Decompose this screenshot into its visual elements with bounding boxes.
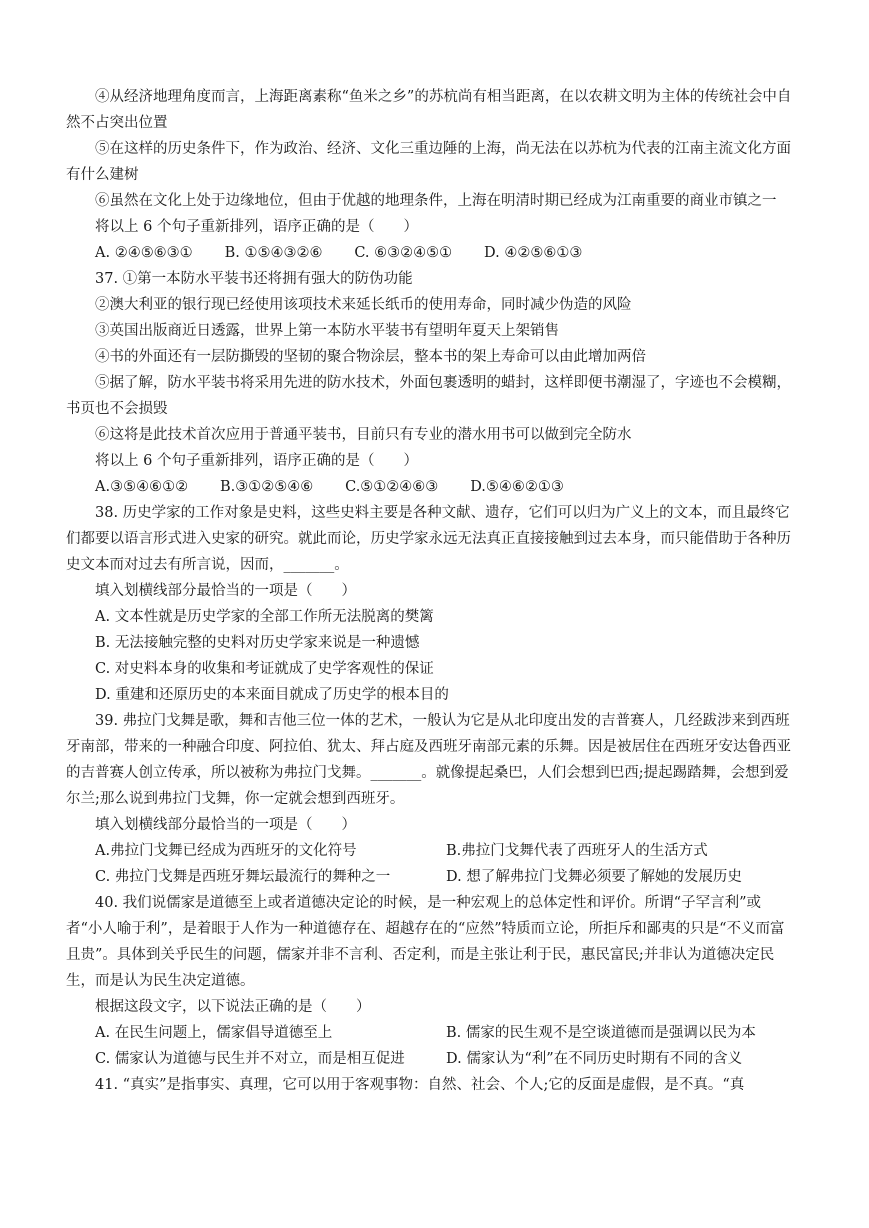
q37-option-d: D.⑤④⑥②①③ — [470, 479, 564, 495]
q40-option-b: B. 儒家的民生观不是空谈道德而是强调以民为本 — [446, 1025, 756, 1041]
q37-sentence-3: ③英国出版商近日透露，世界上第一本防水平装书有望明年夏天上架销售 — [95, 323, 559, 339]
q37-sentence-4: ④书的外面还有一层防撕毁的坚韧的聚合物涂层，整本书的架上寿命可以由此增加两倍 — [95, 349, 646, 365]
q39-options-row-1 — [66, 838, 797, 864]
q37-prompt: 将以上 6 个句子重新排列，语序正确的是（ ） — [95, 453, 418, 469]
q36-prompt: 将以上 6 个句子重新排列，语序正确的是（ ） — [95, 219, 418, 235]
q39-option-c: C. 弗拉门戈舞是西班牙舞坛最流行的舞种之一 — [95, 869, 391, 885]
q40-options-row-1 — [66, 1020, 797, 1046]
q36-sentence-6: ⑥虽然在文化上处于边缘地位，但由于优越的地理条件，上海在明清时期已经成为江南重要的商业市镇之一 — [95, 193, 777, 209]
q37-sentence-5: ⑤据了解，防水平装书将采用先进的防水技术，外面包裹透明的蜡封，这样即便书潮湿了，字迹也不会模糊，书页也不会损毁 — [66, 375, 791, 417]
q37-options — [66, 474, 797, 500]
q38-option-a: A. 文本性就是历史学家的全部工作所无法脱离的樊篱 — [95, 609, 434, 625]
q37-sentence-2: ②澳大利亚的银行现已经使用该项技术来延长纸币的使用寿命，同时减少伪造的风险 — [95, 297, 632, 313]
q40-stem: 40. 我们说儒家是道德至上或者道德决定论的时候，是一种宏观上的总体定性和评价。所谓“子罕言利”或者“小人喻于利”，是着眼于人作为一种道德存在、超越存在的“应然”特质而立论，所拒斥和鄙夷的只是“不义而富且贵”。具体到关乎民生的问题，儒家并非不言利、否定利，而是主张让利于民，惠民富民;并非认为道德决定民生，而是认为民生决定道德。 — [66, 895, 785, 989]
q36-option-b: B. ①⑤④③②⑥ — [224, 245, 323, 261]
q39-stem: 39. 弗拉门戈舞是歌，舞和吉他三位一体的艺术，一般认为它是从北印度出发的吉普赛人，几经跋涉来到西班牙南部，带来的一种融合印度、阿拉伯、犹太、拜占庭及西班牙南部元素的乐舞。因是被居住在西班牙安达鲁西亚的吉普赛人创立传承，所以被称为弗拉门戈舞。_______。就像提起桑巴，人们会想到巴西;提起踢踏舞，会想到爱尔兰;那么说到弗拉门戈舞，你一定就会想到西班牙。 — [66, 713, 791, 807]
q38-stem: 38. 历史学家的工作对象是史料，这些史料主要是各种文献、遗存，它们可以归为广义上的文本，而且最终它们都要以语言形式进入史家的研究。就此而论，历史学家永远无法真正直接接触到过去本身，而只能借助于各种历史文本而对过去有所言说，因而，_______。 — [66, 505, 791, 573]
q38-option-d: D. 重建和还原历史的本来面目就成了历史学的根本目的 — [95, 687, 449, 703]
q37-sentence-6: ⑥这将是此技术首次应用于普通平装书，目前只有专业的潜水用书可以做到完全防水 — [95, 427, 632, 443]
q36-option-d: D. ④②⑤⑥①③ — [484, 245, 583, 261]
q36-sentence-4: ④从经济地理角度而言，上海距离素称“鱼米之乡”的苏杭尚有相当距离，在以农耕文明为主体的传统社会中自然不占突出位置 — [66, 89, 792, 131]
q40-options-row-2 — [66, 1046, 797, 1072]
q38-prompt: 填入划横线部分最恰当的一项是（ ） — [95, 583, 356, 599]
q37-option-a: A.③⑤④⑥①② — [95, 479, 189, 495]
q39-options-row-2 — [66, 864, 797, 890]
q41-stem: 41. “真实”是指事实、真理，它可以用于客观事物：自然、社会、个人;它的反面是虚假，是不真。“真 — [95, 1077, 745, 1093]
q40-option-c: C. 儒家认为道德与民生并不对立，而是相互促进 — [95, 1051, 405, 1067]
q36-sentence-5: ⑤在这样的历史条件下，作为政治、经济、文化三重边陲的上海，尚无法在以苏杭为代表的江南主流文化方面有什么建树 — [66, 141, 791, 183]
q39-option-a: A.弗拉门戈舞已经成为西班牙的文化符号 — [95, 843, 357, 859]
q36-option-c: C. ⑥③②④⑤① — [354, 245, 453, 261]
q37-option-b: B.③①②⑤④⑥ — [219, 479, 314, 495]
q36-option-a: A. ②④⑤⑥③① — [95, 245, 193, 261]
q40-option-a: A. 在民生问题上，儒家倡导道德至上 — [95, 1025, 333, 1041]
q36-options — [66, 240, 797, 266]
q38-option-c: C. 对史料本身的收集和考证就成了史学客观性的保证 — [95, 661, 434, 677]
q39-option-d: D. 想了解弗拉门戈舞必须要了解她的发展历史 — [446, 869, 742, 885]
q37-sentence-1: 37. ①第一本防水平装书还将拥有强大的防伪功能 — [95, 271, 413, 287]
q39-option-b: B.弗拉门戈舞代表了西班牙人的生活方式 — [446, 843, 708, 859]
q40-prompt: 根据这段文字，以下说法正确的是（ ） — [95, 999, 371, 1015]
q37-option-c: C.⑤①②④⑥③ — [345, 479, 439, 495]
q40-option-d: D. 儒家认为“利”在不同历史时期有不同的含义 — [446, 1051, 743, 1067]
q39-prompt: 填入划横线部分最恰当的一项是（ ） — [95, 817, 356, 833]
q38-option-b: B. 无法接触完整的史料对历史学家来说是一种遗憾 — [95, 635, 420, 651]
